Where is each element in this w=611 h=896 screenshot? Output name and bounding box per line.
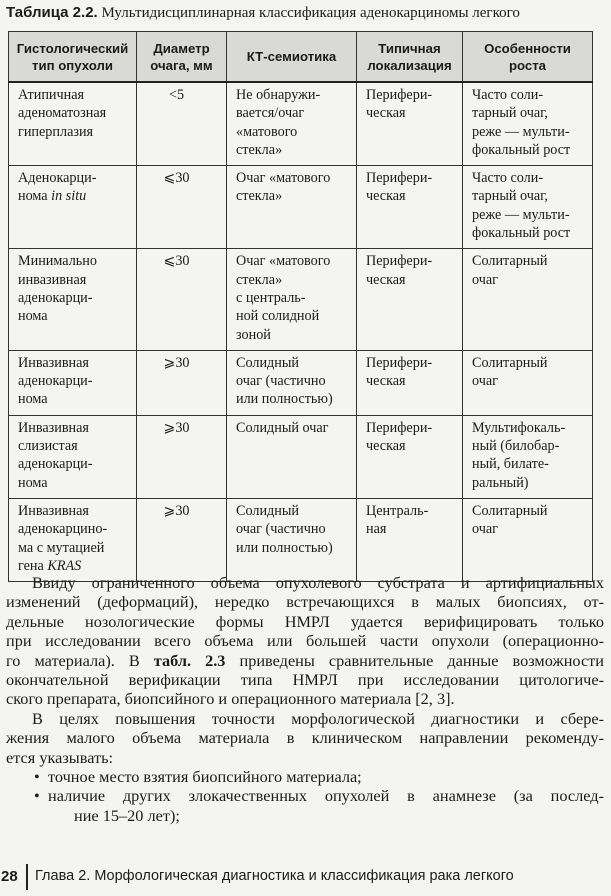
table-row bbox=[9, 498, 593, 581]
page-number: 28 bbox=[1, 868, 18, 885]
table-caption bbox=[6, 4, 606, 22]
cell-diameter: ⩾30 bbox=[137, 415, 227, 498]
footer-divider bbox=[26, 864, 28, 890]
cell-growth: Часто соли- тарный очаг, реже — мульти- фокальный рост bbox=[463, 166, 593, 249]
cell-location: Перифери- ческая bbox=[357, 82, 463, 166]
cell-diameter: <5 bbox=[137, 82, 227, 166]
cell-ct: Солидный очаг bbox=[227, 415, 357, 498]
cell-location: Перифери- ческая bbox=[357, 249, 463, 350]
list-item: • точное место взятия биопсийного материала; bbox=[34, 767, 362, 787]
paragraph: В целях повышения точности морфологической диагностики и сбере- жения малого объема материала в клиническом направлении рекоменду- ется указывать: bbox=[6, 708, 604, 767]
bullet-icon: • bbox=[34, 767, 40, 787]
header-ct-semiotics: КТ-семиотика bbox=[227, 32, 357, 83]
chapter-title: Глава 2. Морфологическая диагностика и классификация рака легкого bbox=[35, 868, 514, 884]
body-text bbox=[6, 573, 604, 825]
table-row bbox=[9, 166, 593, 249]
cell-location: Перифери- ческая bbox=[357, 350, 463, 415]
cell-type: Инвазивная аденокарцино- ма с мутацией гена KRAS bbox=[9, 498, 137, 581]
header-diameter: Диаметр очага, мм bbox=[137, 32, 227, 83]
cell-growth: Мультифокаль- ный (билобар- ный, билате- ральный) bbox=[463, 415, 593, 498]
cell-growth: Солитарный очаг bbox=[463, 498, 593, 581]
table-row bbox=[9, 350, 593, 415]
table-caption-label: Таблица 2.2. bbox=[6, 4, 98, 21]
table-row bbox=[9, 82, 593, 166]
table-header-row bbox=[9, 32, 593, 83]
cell-ct: Очаг «матового стекла» с централь- ной солидной зоной bbox=[227, 249, 357, 350]
cell-diameter: ⩾30 bbox=[137, 498, 227, 581]
table-row bbox=[9, 415, 593, 498]
cell-location: Перифери- ческая bbox=[357, 415, 463, 498]
cell-location: Перифери- ческая bbox=[357, 166, 463, 249]
paragraph: Ввиду ограниченного объема опухолевого субстрата и артифициальных изменений (деформаций), нередко встречающихся в малых биопсиях, от- дельные нозологические формы НМРЛ удается верифицировать только при исследовании всего объема или большей части опухоли (операционно- го материала). В табл. 2.3 приведены сравнительные данные возможности окончательной верификации типа НМРЛ при исследовании цитологиче- ского препарата, биопсийного и операционного материала [2, 3]. bbox=[6, 573, 605, 709]
cell-ct: Солидный очаг (частично или полностью) bbox=[227, 498, 357, 581]
cell-type: Инвазивная аденокарци- нома bbox=[9, 350, 137, 415]
cell-diameter: ⩽30 bbox=[137, 249, 227, 350]
cell-type: Аденокарци- нома in situ bbox=[9, 166, 137, 249]
list-item: • наличие других злокачественных опухолей в анамнезе (за послед- ние 15–20 лет); bbox=[34, 786, 604, 825]
page-footer bbox=[0, 864, 611, 890]
cell-ct: Очаг «матового стекла» bbox=[227, 166, 357, 249]
header-histological-type: Гистологический тип опухоли bbox=[9, 32, 137, 83]
bullet-icon: • bbox=[34, 786, 40, 806]
header-localization: Типичная локализация bbox=[357, 32, 463, 83]
header-growth-features: Особенности роста bbox=[463, 32, 593, 83]
cell-type: Инвазивная слизистая аденокарци- нома bbox=[9, 415, 137, 498]
cell-ct: Не обнаружи- вается/очаг «матового стекла» bbox=[227, 82, 357, 166]
table-caption-title: Мультидисциплинарная классификация аденокарциномы легкого bbox=[101, 5, 520, 21]
cell-growth: Солитарный очаг bbox=[463, 249, 593, 350]
cell-growth: Солитарный очаг bbox=[463, 350, 593, 415]
cell-type: Атипичная аденоматозная гиперплазия bbox=[9, 82, 137, 166]
cell-type: Минимально инвазивная аденокарци- нома bbox=[9, 249, 137, 350]
classification-table bbox=[8, 31, 593, 582]
cell-growth: Часто соли- тарный очаг, реже — мульти- фокальный рост bbox=[463, 82, 593, 166]
cell-ct: Солидный очаг (частично или полностью) bbox=[227, 350, 357, 415]
bullet-list bbox=[6, 767, 604, 825]
cell-location: Централь- ная bbox=[357, 498, 463, 581]
cell-diameter: ⩾30 bbox=[137, 350, 227, 415]
cell-diameter: ⩽30 bbox=[137, 166, 227, 249]
table-reference: табл. 2.3 bbox=[153, 650, 226, 670]
table-row bbox=[9, 249, 593, 350]
